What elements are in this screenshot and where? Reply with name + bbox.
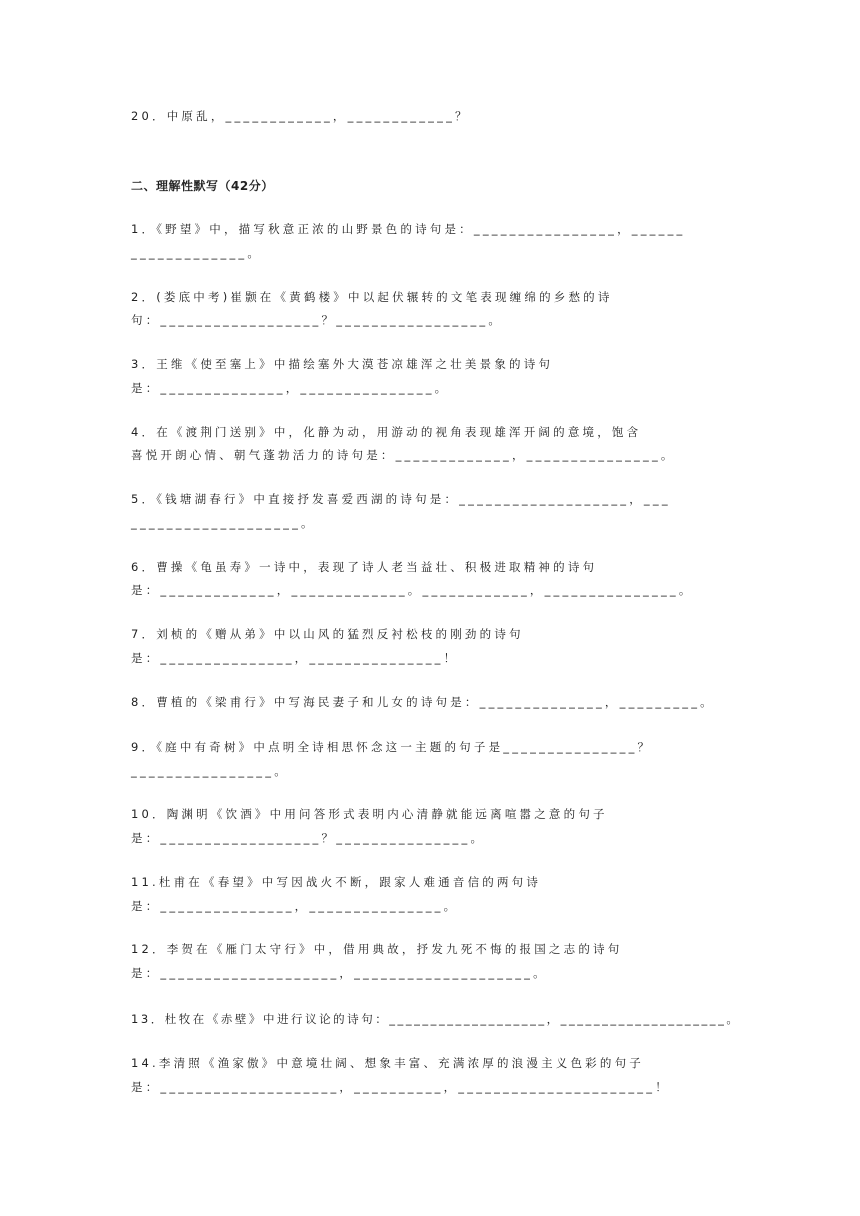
question-12-line-2: 是：____________________，____________________。 [131, 966, 548, 980]
question-14-line-1: 14.李清照《渔家傲》中意境壮阔、想象丰富、充满浓厚的浪漫主义色彩的句子 [131, 1056, 644, 1070]
question-7-line-2: 是：_______________，_______________！ [131, 651, 459, 665]
question-9-line-1: 9．《庭中有奇树》中点明全诗相思怀念这一主题的句子是_______________？ [131, 740, 653, 754]
question-13-line: 13．杜牧在《赤壁》中进行议论的诗句：___________________，____________________。 [131, 1012, 741, 1026]
question-1-line-2: _____________。 [131, 246, 263, 260]
question-2-line-1: 2．(娄底中考)崔颢在《黄鹤楼》中以起伏辗转的文笔表现缠绵的乡愁的诗 [131, 290, 613, 304]
question-5-line-1: 5．《钱塘湖春行》中直接抒发喜爱西湖的诗句是：___________________，___ [131, 492, 671, 506]
question-9-line-2: ________________。 [131, 764, 289, 778]
question-1-line-1: 1．《野望》中，描写秋意正浓的山野景色的诗句是：________________，______ [131, 222, 686, 236]
question-10-line-1: 10．陶渊明《饮酒》中用问答形式表明内心清静就能远离喧嚣之意的句子 [131, 807, 608, 821]
question-14-line-2: 是：____________________，__________，______________________！ [131, 1080, 670, 1094]
question-6-line-1: 6．曹操《龟虽寿》一诗中，表现了诗人老当益壮、积极进取精神的诗句 [131, 560, 598, 574]
question-8-line: 8．曹植的《梁甫行》中写海民妻子和儿女的诗句是：______________，_________。 [131, 695, 715, 709]
question-5-line-2: ___________________。 [131, 516, 316, 530]
question-11-line-1: 11.杜甫在《春望》中写因战火不断，跟家人难通音信的两句诗 [131, 875, 542, 889]
section-heading: 二、理解性默写（42分） [131, 179, 274, 193]
question-2-line-2: 句：__________________？_________________。 [131, 313, 504, 327]
question-4-line-1: 4．在《渡荆门送别》中，化静为动，用游动的视角表现雄浑开阔的意境，饱含 [131, 425, 642, 439]
question-12-line-1: 12．李贺在《雁门太守行》中，借用典故，抒发九死不悔的报国之志的诗句 [131, 942, 623, 956]
question-11-line-2: 是：_______________，_______________。 [131, 899, 459, 913]
question-3-line-2: 是：______________，_______________。 [131, 381, 450, 395]
question-7-line-1: 7．刘桢的《赠从弟》中以山风的猛烈反衬松枝的刚劲的诗句 [131, 627, 524, 641]
question-6-line-2: 是：_____________，_____________。____________，_______________。 [131, 583, 694, 597]
question-4-line-2: 喜悦开朗心情、朝气蓬勃活力的诗句是：_____________，_______________。 [131, 448, 676, 462]
question-10-line-2: 是：__________________？_______________。 [131, 831, 486, 845]
question-3-line-1: 3．王维《使至塞上》中描绘塞外大漠苍凉雄浑之壮美景象的诗句 [131, 357, 554, 371]
question-20-line: 20．中原乱，____________，____________？ [131, 109, 470, 123]
